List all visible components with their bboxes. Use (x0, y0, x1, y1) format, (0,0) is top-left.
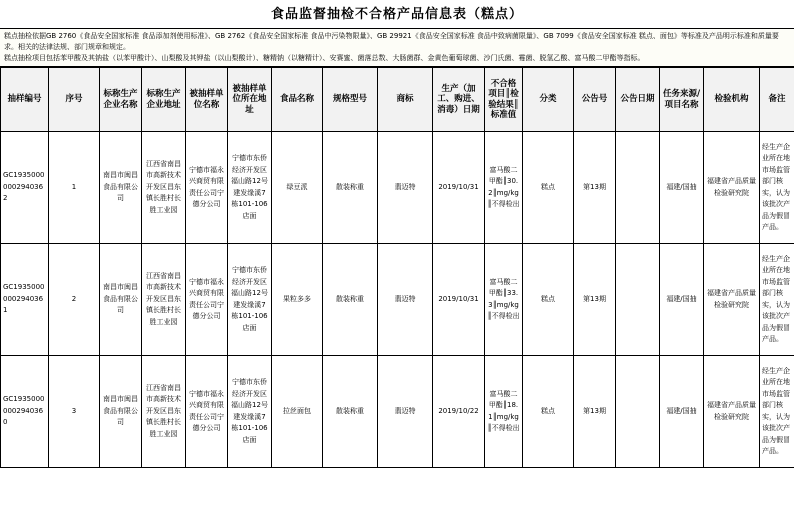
header-remark: 备注 (760, 68, 794, 132)
cell-remark: 经生产企业所在地市场监管部门核实，认为该批次产品为假冒产品。 (760, 356, 794, 468)
cell-category: 糕点 (523, 132, 574, 244)
cell-sample-no: GC19350000002940362 (1, 132, 49, 244)
cell-producer-address: 江西省南昌市高新技术开发区昌东镇长胜村长胜工业园 (142, 244, 186, 356)
cell-task-source: 福建/国抽 (660, 356, 704, 468)
header-notice-no: 公告号 (574, 68, 616, 132)
nonconforming-products-table (0, 67, 794, 468)
cell-notice-date (616, 244, 660, 356)
cell-task-source: 福建/国抽 (660, 132, 704, 244)
document-title: 食品监督抽检不合格产品信息表（糕点） (0, 0, 794, 29)
cell-brand: 翡迈特 (378, 356, 433, 468)
cell-sampled-address: 宁德市东侨经济开发区福山路12号建发缘溪7栋101-106店面 (228, 132, 272, 244)
cell-production-date: 2019/10/31 (433, 244, 485, 356)
cell-task-source: 福建/国抽 (660, 244, 704, 356)
cell-food-name: 果粒多多 (272, 244, 323, 356)
header-producer: 标称生产企业名称 (100, 68, 142, 132)
cell-lab: 福建省产品质量检验研究院 (704, 356, 760, 468)
header-sampled-unit: 被抽样单位名称 (186, 68, 228, 132)
cell-brand: 翡迈特 (378, 132, 433, 244)
table-row (1, 132, 794, 244)
cell-producer-address: 江西省南昌市高新技术开发区昌东镇长胜村长胜工业园 (142, 356, 186, 468)
cell-remark: 经生产企业所在地市场监管部门核实，认为该批次产品为假冒产品。 (760, 132, 794, 244)
header-seq: 序号 (49, 68, 100, 132)
cell-spec: 散装称重 (323, 244, 378, 356)
cell-sampled-address: 宁德市东侨经济开发区福山路12号建发缘溪7栋101-106店面 (228, 244, 272, 356)
header-sampled-address: 被抽样单位所在地址 (228, 68, 272, 132)
cell-production-date: 2019/10/22 (433, 356, 485, 468)
header-producer-address: 标称生产企业地址 (142, 68, 186, 132)
cell-spec: 散装称重 (323, 356, 378, 468)
header-row (1, 68, 794, 132)
cell-producer-address: 江西省南昌市高新技术开发区昌东镇长胜村长胜工业园 (142, 132, 186, 244)
cell-failed-item: 富马酸二甲酯║18.1║mg/kg║不得检出 (485, 356, 523, 468)
cell-failed-item: 富马酸二甲酯║33.3║mg/kg║不得检出 (485, 244, 523, 356)
header-production-date: 生产（加工、购进、消毒）日期 (433, 68, 485, 132)
header-failed-item: 不合格项目║检验结果║标准值 (485, 68, 523, 132)
cell-notice-no: 第13期 (574, 356, 616, 468)
cell-notice-date (616, 356, 660, 468)
header-spec: 规格型号 (323, 68, 378, 132)
cell-producer: 南昌市闽昌食品有限公司 (100, 244, 142, 356)
cell-lab: 福建省产品质量检验研究院 (704, 244, 760, 356)
table-row (1, 356, 794, 468)
cell-sampled-unit: 宁德市福永兴商贸有限责任公司宁德分公司 (186, 244, 228, 356)
cell-notice-no: 第13期 (574, 132, 616, 244)
cell-sample-no: GC19350000002940360 (1, 356, 49, 468)
cell-sampled-address: 宁德市东侨经济开发区福山路12号建发缘溪7栋101-106店面 (228, 356, 272, 468)
cell-seq: 2 (49, 244, 100, 356)
cell-producer: 南昌市闽昌食品有限公司 (100, 132, 142, 244)
cell-seq: 3 (49, 356, 100, 468)
cell-notice-date (616, 132, 660, 244)
cell-sampled-unit: 宁德市福永兴商贸有限责任公司宁德分公司 (186, 132, 228, 244)
cell-spec: 散装称重 (323, 132, 378, 244)
cell-sampled-unit: 宁德市福永兴商贸有限责任公司宁德分公司 (186, 356, 228, 468)
cell-failed-item: 富马酸二甲酯║30.2║mg/kg║不得检出 (485, 132, 523, 244)
cell-notice-no: 第13期 (574, 244, 616, 356)
cell-food-name: 绿豆派 (272, 132, 323, 244)
header-brand: 商标 (378, 68, 433, 132)
cell-category: 糕点 (523, 356, 574, 468)
cell-lab: 福建省产品质量检验研究院 (704, 132, 760, 244)
notes-block (0, 29, 794, 67)
cell-sample-no: GC19350000002940361 (1, 244, 49, 356)
cell-seq: 1 (49, 132, 100, 244)
header-task-source: 任务来源/项目名称 (660, 68, 704, 132)
cell-brand: 翡迈特 (378, 244, 433, 356)
table-row (1, 244, 794, 356)
header-notice-date: 公告日期 (616, 68, 660, 132)
note-test-items: 糕点抽检项目包括苯甲酸及其钠盐（以苯甲酸计）、山梨酸及其钾盐（以山梨酸计）、糖精钠（以糖精计）、安赛蜜、菌落总数、大肠菌群、金黄色葡萄球菌、沙门氏菌、霉菌、脱氢乙酸、富马酸二甲酯等指标。 (4, 54, 645, 62)
header-lab: 检验机构 (704, 68, 760, 132)
note-standards: 糕点抽检依据GB 2760《食品安全国家标准 食品添加剂使用标准》、GB 2762《食品安全国家标准 食品中污染物限量》、GB 29921《食品安全国家标准 食品中致病菌限量》、GB 7099《食品安全国家标准 糕点、面包》等标准及产品明示标准和质量要求。相关的法律法规、部门规章和规定。 (4, 32, 779, 51)
header-category: 分类 (523, 68, 574, 132)
header-food-name: 食品名称 (272, 68, 323, 132)
cell-category: 糕点 (523, 244, 574, 356)
cell-food-name: 拉丝面包 (272, 356, 323, 468)
cell-remark: 经生产企业所在地市场监管部门核实，认为该批次产品为假冒产品。 (760, 244, 794, 356)
cell-production-date: 2019/10/31 (433, 132, 485, 244)
header-sample-no: 抽样编号 (1, 68, 49, 132)
cell-producer: 南昌市闽昌食品有限公司 (100, 356, 142, 468)
